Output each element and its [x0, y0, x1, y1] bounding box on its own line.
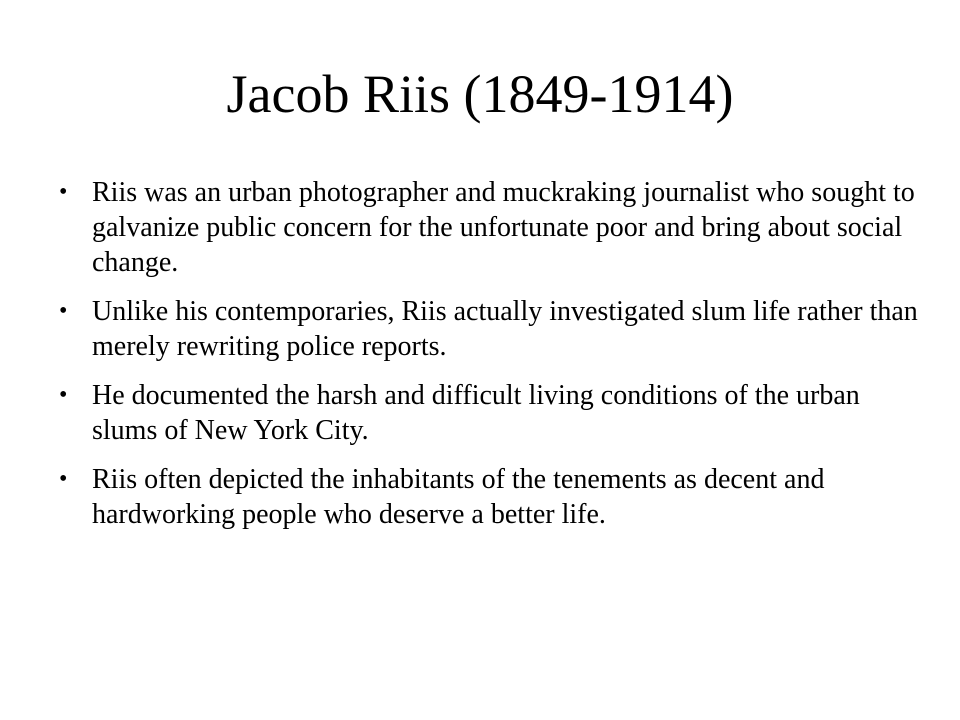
- bullet-text: Unlike his contemporaries, Riis actually investigated slum life rather than merely rewriting police reports.: [92, 296, 918, 362]
- bullet-icon: •: [59, 179, 68, 205]
- bullet-item: [50, 462, 920, 532]
- bullet-item: [50, 294, 920, 364]
- bullet-text: He documented the harsh and difficult living conditions of the urban slums of New York City.: [92, 380, 860, 446]
- bullet-text: Riis was an urban photographer and muckraking journalist who sought to galvanize public concern for the unfortunate poor and bring about social change.: [92, 177, 915, 278]
- bullet-icon: •: [59, 466, 68, 492]
- bullet-item: [50, 378, 920, 448]
- slide-title: Jacob Riis (1849-1914): [226, 64, 734, 124]
- bullet-list: [50, 175, 920, 546]
- bullet-icon: •: [59, 382, 68, 408]
- bullet-text: Riis often depicted the inhabitants of the tenements as decent and hardworking people who deserve a better life.: [92, 464, 825, 530]
- bullet-icon: •: [59, 298, 68, 324]
- bullet-item: [50, 175, 920, 280]
